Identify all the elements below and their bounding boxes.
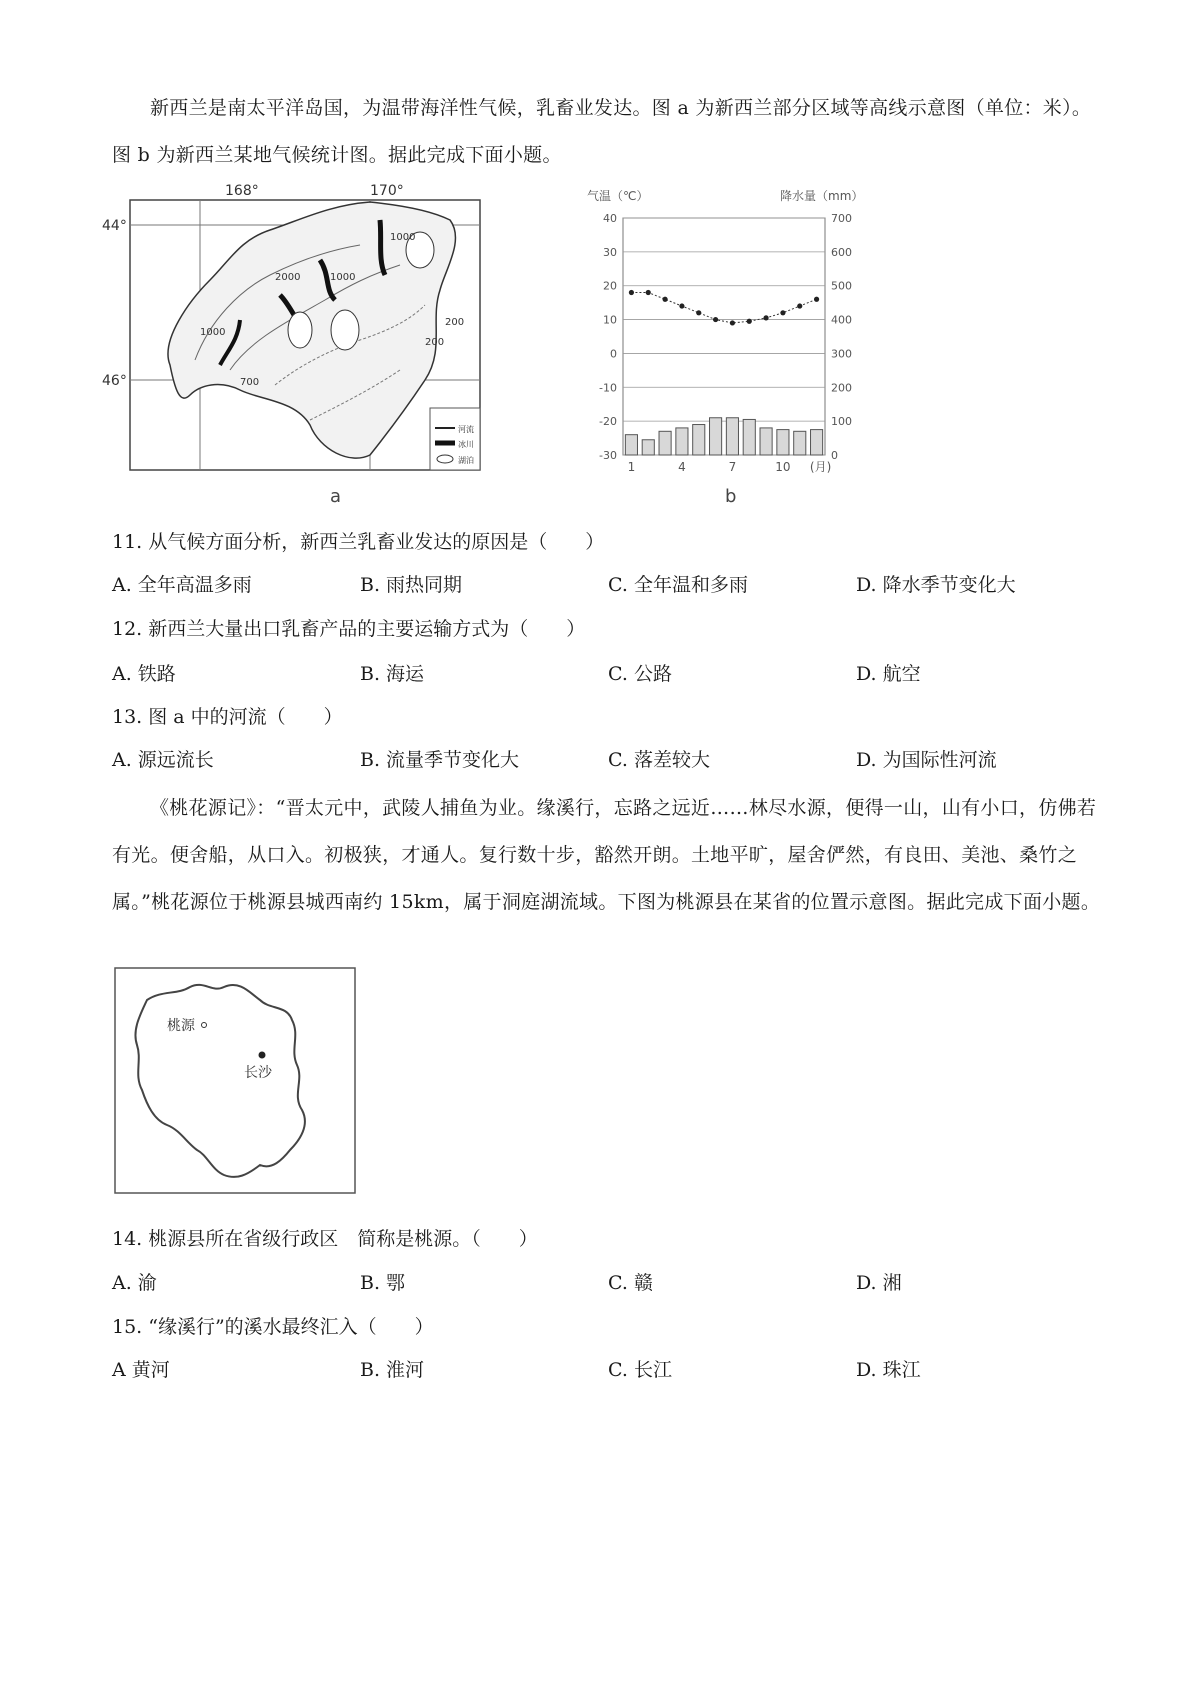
right-tick-label: 400 [831, 313, 852, 327]
q14-option-b[interactable]: B. 鄂 [360, 1272, 406, 1294]
figure-b-caption: b [725, 486, 737, 507]
q11-option-c[interactable]: C. 全年温和多雨 [608, 574, 748, 596]
q13-option-c[interactable]: C. 落差较大 [608, 749, 710, 771]
right-tick-label: 100 [831, 415, 852, 429]
lon-label-168: 168° [225, 183, 259, 199]
precip-bar [676, 428, 688, 455]
precip-bar [794, 431, 806, 455]
changsha-point [259, 1052, 266, 1059]
x-tick-label: 1 [627, 460, 636, 474]
taoyuan-point [202, 1023, 207, 1028]
temperature-point [763, 315, 768, 320]
precip-bar [642, 440, 654, 455]
temperature-point [679, 303, 684, 308]
contour-label-2: 2000 [275, 272, 301, 283]
lat-label-46: 46° [102, 373, 127, 389]
precip-bar [811, 430, 823, 455]
temperature-point [730, 320, 735, 325]
contour-label-7: 200 [445, 317, 465, 328]
temperature-point [797, 303, 802, 308]
taoyuan-label: 桃源 [167, 1018, 195, 1034]
temperature-point [646, 290, 651, 295]
left-tick-label: -20 [599, 415, 617, 429]
lon-label-170: 170° [370, 183, 404, 199]
precip-bar [693, 425, 705, 455]
figure-c-province-map [112, 965, 362, 1204]
left-axis-title: 气温（℃） [587, 189, 649, 203]
contour-label-3: 1000 [330, 272, 356, 283]
question-12-stem: 12. 新西兰大量出口乳畜产品的主要运输方式为（ ） [112, 618, 586, 640]
q14-option-c[interactable]: C. 赣 [608, 1272, 653, 1294]
province-outline [135, 985, 304, 1177]
precip-bar [625, 435, 637, 455]
q15-option-b[interactable]: B. 淮河 [360, 1359, 425, 1381]
legend-lake: 湖泊 [458, 456, 474, 465]
temperature-line [631, 292, 816, 322]
q15-option-a[interactable]: A 黄河 [112, 1359, 170, 1381]
q11-option-a[interactable]: A. 全年高温多雨 [112, 574, 252, 596]
q12-option-b[interactable]: B. 海运 [360, 663, 425, 685]
right-axis-title: 降水量（mm） [780, 189, 864, 203]
q11-option-d[interactable]: D. 降水季节变化大 [856, 574, 1016, 596]
right-tick-label: 500 [831, 279, 852, 293]
left-tick-label: 40 [603, 212, 617, 225]
left-tick-label: 10 [603, 313, 617, 327]
intro-paragraph-2: 《桃花源记》：“晋太元中，武陵人捕鱼为业。缘溪行，忘路之远近……林尽水源，便得一山，山有小口，仿佛若有光。便舍船，从口入。初极狭，才通人。复行数十步，豁然开朗。土地平旷，屋舍俨然，有良田、美池、桑竹之属。”桃花源位于桃源县城西南约 15km，属于洞庭湖流域。下图为桃源县在某省的位置示意图。据此完成下面小题。 [112, 797, 1101, 913]
left-tick-label: -10 [599, 381, 617, 395]
q15-option-c[interactable]: C. 长江 [608, 1359, 672, 1381]
temperature-point [696, 310, 701, 315]
right-tick-label: 600 [831, 245, 852, 259]
temperature-point [814, 297, 819, 302]
precip-bar [777, 430, 789, 455]
question-14-stem: 14. 桃源县所在省级行政区 简称是桃源。（ ） [112, 1228, 538, 1250]
x-tick-label: 4 [678, 460, 686, 474]
q12-option-d[interactable]: D. 航空 [856, 663, 921, 685]
figure-a-caption: a [330, 486, 342, 507]
plot-frame [623, 218, 825, 455]
lat-label-44: 44° [102, 218, 127, 234]
contour-label-1: 1000 [390, 232, 416, 243]
precip-bar [760, 428, 772, 455]
figure-a-contour-map [100, 180, 500, 519]
right-tick-label: 300 [831, 347, 852, 361]
left-tick-label: 0 [610, 347, 617, 361]
left-tick-label: 30 [603, 245, 617, 259]
lake-2 [331, 310, 359, 350]
contour-label-4: 1000 [200, 327, 226, 338]
question-13-stem: 13. 图 a 中的河流（ ） [112, 706, 343, 728]
q15-option-d[interactable]: D. 珠江 [856, 1359, 921, 1381]
contour-label-5: 200 [425, 337, 445, 348]
question-15-stem: 15. “缘溪行”的溪水最终汇入（ ） [112, 1316, 434, 1338]
x-tick-label: 7 [728, 460, 737, 474]
q13-option-d[interactable]: D. 为国际性河流 [856, 749, 997, 771]
right-tick-label: 200 [831, 381, 852, 395]
q11-option-b[interactable]: B. 雨热同期 [360, 574, 463, 596]
temperature-point [629, 290, 634, 295]
right-tick-label: 0 [831, 449, 838, 462]
q13-option-a[interactable]: A. 源远流长 [112, 749, 214, 771]
figure-b-climate-chart [575, 180, 895, 519]
temperature-point [662, 297, 667, 302]
q12-option-a[interactable]: A. 铁路 [112, 663, 176, 685]
q13-option-b[interactable]: B. 流量季节变化大 [360, 749, 520, 771]
contour-label-6: 700 [240, 377, 260, 388]
x-tick-label: 10 [775, 460, 791, 474]
precip-bar [710, 418, 722, 455]
q14-option-a[interactable]: A. 渝 [112, 1272, 157, 1294]
changsha-label: 长沙 [244, 1065, 272, 1081]
precip-bar [659, 431, 671, 455]
temperature-point [780, 310, 785, 315]
legend-glacier: 冰川 [458, 440, 474, 449]
temperature-point [713, 317, 718, 322]
question-11-stem: 11. 从气候方面分析，新西兰乳畜业发达的原因是（ ） [112, 531, 605, 553]
q14-option-d[interactable]: D. 湘 [856, 1272, 902, 1294]
q12-option-c[interactable]: C. 公路 [608, 663, 672, 685]
right-tick-label: 700 [831, 212, 852, 225]
precip-bar [726, 418, 738, 455]
legend-river: 河流 [458, 425, 474, 434]
left-tick-label: 20 [603, 279, 617, 293]
left-tick-label: -30 [599, 449, 617, 462]
intro-paragraph-1: 新西兰是南太平洋岛国，为温带海洋性气候，乳畜业发达。图 a 为新西兰部分区域等高线示意图（单位：米）。图 b 为新西兰某地气候统计图。据此完成下面小题。 [112, 97, 1092, 166]
precip-bar [743, 419, 755, 455]
x-unit-label: (月) [809, 460, 832, 474]
lake-1 [288, 312, 312, 348]
temperature-point [747, 319, 752, 324]
